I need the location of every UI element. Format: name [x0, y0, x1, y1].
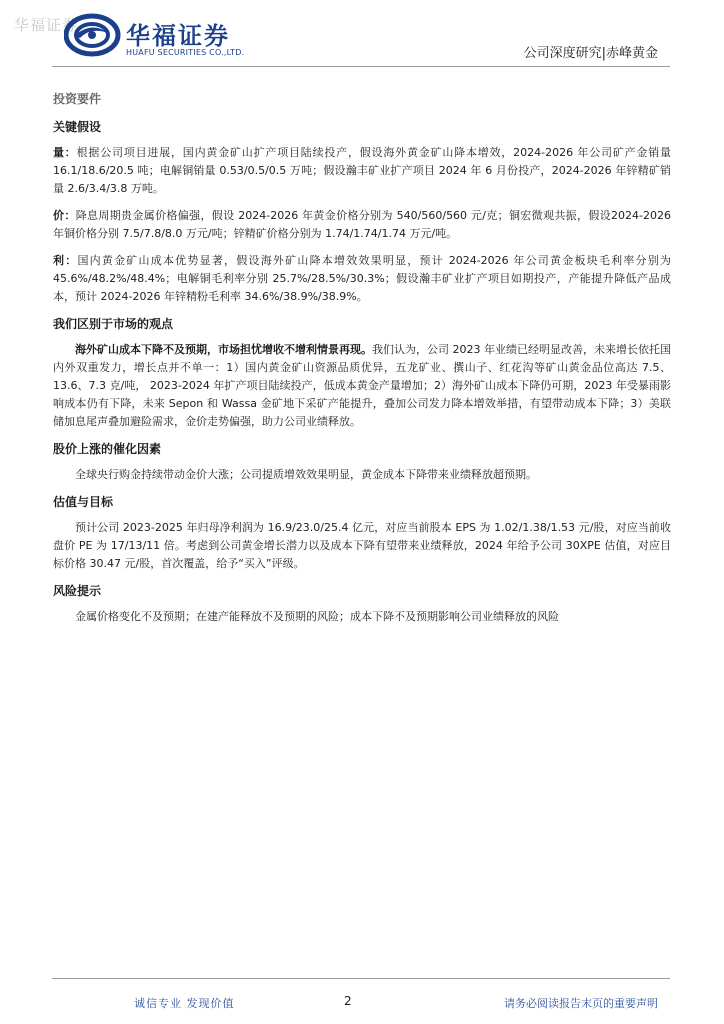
section-title: 投资要件: [53, 92, 102, 106]
paragraph-lead: 量：: [53, 146, 77, 159]
paragraph-differentiated-view: [53, 341, 671, 431]
watermark: 华福证券: [14, 16, 79, 34]
paragraph-lead: 利：: [53, 254, 78, 267]
paragraph-risks: [53, 608, 671, 626]
brand-name-en: HUAFU SECURITIES CO.,LTD.: [126, 48, 245, 57]
footer-disclaimer: 请务必阅读报告末页的重要声明: [504, 997, 658, 1010]
paragraph-text: 根据公司项目进展，国内黄金矿山扩产项目陆续投产，假设海外黄金矿山降本增效，2024-2026 年公司矿产金销量 16.1/18.6/20.5 吨；电解铜销量 0.53/0.5/0.5 万吨；假设瀚丰矿业扩产项目 2024 年 6 月份投产，2024-2026 年锌精矿销量 2.6/3.4/3.8 万吨。: [53, 146, 672, 195]
page-number: 2: [344, 994, 352, 1008]
header-divider: [52, 66, 670, 67]
paragraph-volume: [53, 144, 671, 198]
heading-key-assumptions: 关键假设: [53, 120, 102, 134]
footer-divider: [52, 978, 670, 979]
footer-slogan: 诚信专业 发现价值: [134, 997, 235, 1010]
paragraph-valuation: [53, 519, 671, 573]
paragraph-catalysts: [53, 466, 671, 484]
paragraph-text: 我们认为，公司 2023 年业绩已经明显改善，未来增长依托国内外双重发力，增长点并不单一：1）国内黄金矿山资源品质优异，五龙矿业、撰山子、红花沟等矿山黄金品位高达 7.5、13.6、7.3 克/吨， 2023-2024 年扩产项目陆续投产，低成本黄金产量增加；2）海外矿山成本下降仍可期，2023 年受暴雨影响成本仍有下降，未来 Sepon 和 Wassa 金矿地下采矿产能提升，叠加公司发力降本增效举措，有望带动成本下降；3）美联储加息尾声叠加避险需求，金价走势偏强，助力公司业绩释放。: [53, 343, 671, 428]
paragraph-text: 全球央行购金持续带动金价大涨；公司提质增效效果明显，黄金成本下降带来业绩释放超预期。: [75, 468, 537, 481]
paragraph-text: 降息周期贵金属价格偏强，假设 2024-2026 年黄金价格分别为 540/560/560 元/克；铜宏微观共振，假设2024-2026 年铜价格分别 7.5/7.8/8.0 万元/吨；锌精矿价格分别为 1.74/1.74/1.74 万元/吨。: [53, 209, 671, 240]
paragraph-lead: 海外矿山成本下降不及预期，市场担忧增收不增利情景再现。: [75, 343, 372, 356]
heading-risks: 风险提示: [53, 584, 102, 598]
paragraph-lead: 价：: [53, 209, 76, 222]
paragraph-text: 国内黄金矿山成本优势显著，假设海外矿山降本增效效果明显，预计 2024-2026 年公司黄金板块毛利率分别为 45.6%/48.2%/48.4%；电解铜毛利率分别 25.7%/28.5%/30.3%；假设瀚丰矿业扩产项目如期投产，产能提升降低产品成本，预计 2024-2026 年锌精粉毛利率 34.6%/38.9%/38.9%。: [53, 254, 671, 303]
paragraph-price: [53, 207, 671, 243]
heading-differentiated-view: 我们区别于市场的观点: [53, 317, 174, 331]
report-type-tag: 公司深度研究|赤峰黄金: [523, 46, 658, 61]
report-body: [53, 118, 671, 635]
paragraph-profit: [53, 252, 671, 306]
heading-valuation: 估值与目标: [53, 495, 114, 509]
swirl-logo-icon: [64, 12, 122, 58]
paragraph-text: 金属价格变化不及预期；在建产能释放不及预期的风险；成本下降不及预期影响公司业绩释放的风险: [75, 610, 559, 623]
heading-catalysts: 股价上涨的催化因素: [53, 442, 162, 456]
company-logo: [64, 12, 254, 64]
paragraph-text: 预计公司 2023-2025 年归母净利润为 16.9/23.0/25.4 亿元，对应当前股本 EPS 为 1.02/1.38/1.53 元/股，对应当前收盘价 PE 为 17/13/11 倍。考虑到公司黄金增长潜力以及成本下降有望带来业绩释放，2024 年给予公司 30XPE 估值，对应目标价格 30.47 元/股，首次覆盖，给予“买入”评级。: [53, 521, 671, 570]
brand-name-cn: 华福证券: [126, 22, 230, 50]
